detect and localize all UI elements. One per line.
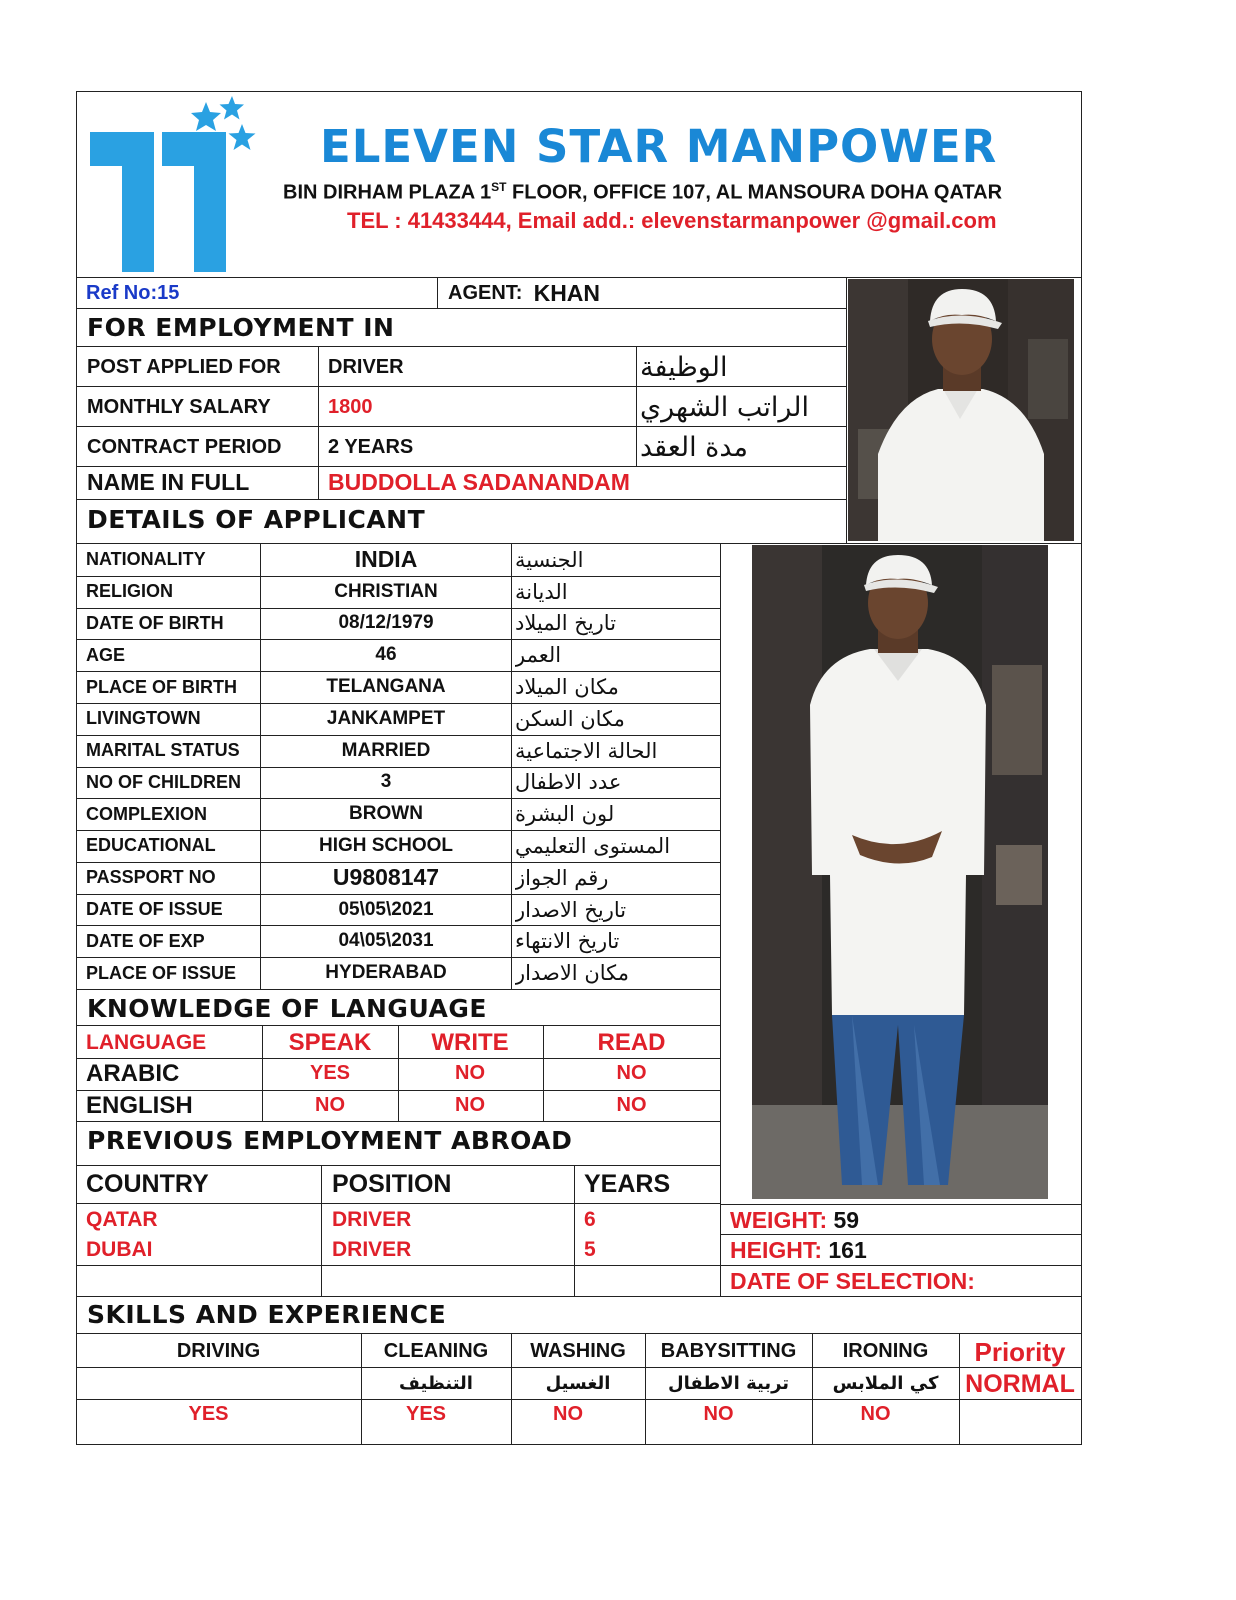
divider [361,1334,362,1445]
language-cell: NO [616,1062,647,1084]
divider [76,308,846,309]
divider [76,466,846,467]
divider [812,1334,813,1445]
detail-label: PASSPORT NO [86,867,216,888]
language-cell: ARABIC [86,1059,180,1087]
employment-row-value: 2 YEARS [328,435,414,458]
detail-arabic: تاريخ الميلاد [515,611,617,636]
divider [76,1333,1082,1334]
skill-arabic: التنظيف [399,1372,473,1394]
previous-cell: DRIVER [332,1207,412,1231]
language-header: WRITE [431,1028,509,1056]
company-contact: TEL : 41433444, Email add.: elevenstarmanpower @gmail.com [347,208,997,233]
divider [846,277,847,543]
divider [76,499,846,500]
skill-value: NO [553,1402,583,1425]
detail-arabic: لون البشرة [515,802,615,827]
company-address: BIN DIRHAM PLAZA 1ST FLOOR, OFFICE 107, AL MANSOURA DOHA QATAR [283,180,1003,204]
divider [398,1026,399,1122]
detail-arabic: عدد الاطفال [515,770,622,795]
detail-value: 04\05\2031 [338,930,434,952]
detail-value: 05\05\2021 [338,898,434,920]
detail-value: INDIA [354,546,418,573]
detail-arabic: رقم الجواز [515,865,609,890]
applicant-photo-portrait [848,279,1074,541]
previous-heading: PREVIOUS EMPLOYMENT ABROAD [87,1126,573,1155]
skill-value: YES [188,1402,229,1425]
priority-value: NORMAL [965,1369,1075,1398]
date-of-selection: DATE OF SELECTION: [730,1267,975,1294]
employment-row-arabic: الوظيفة [640,351,728,383]
divider [959,1334,960,1445]
divider [574,1166,575,1296]
detail-arabic: تاريخ الانتهاء [515,929,620,954]
employment-row-label: CONTRACT PERIOD [87,435,282,458]
agent: AGENT: KHAN [448,279,601,306]
divider [645,1334,646,1445]
name-value: BUDDOLLA SADANANDAM [328,468,630,495]
detail-value: CHRISTIAN [334,580,438,602]
detail-label: PLACE OF ISSUE [86,962,237,983]
employment-heading: FOR EMPLOYMENT IN [87,313,395,342]
language-header: SPEAK [288,1028,372,1056]
skill-value: YES [405,1402,447,1425]
skills-heading: SKILLS AND EXPERIENCE [87,1300,447,1329]
divider [720,1204,1082,1205]
detail-label: RELIGION [86,581,174,602]
skill-name: DRIVING [176,1339,261,1362]
skill-arabic: كي الملابس [832,1372,939,1394]
detail-value: HYDERABAD [325,962,447,984]
previous-header: COUNTRY [86,1169,209,1198]
detail-label: PLACE OF BIRTH [86,676,237,697]
detail-label: LIVINGTOWN [86,708,201,729]
weight: WEIGHT: 59 [730,1206,860,1233]
ref-number: Ref No:15 [86,281,180,304]
divider [720,1204,721,1296]
star-icon [191,102,221,131]
language-cell: NO [455,1062,485,1084]
skill-arabic [76,1368,361,1398]
detail-arabic: مكان الاصدار [515,961,629,986]
divider [76,989,721,990]
detail-value: 3 [380,771,392,793]
skill-value: NO [703,1402,734,1425]
detail-arabic: مكان السكن [515,706,625,731]
detail-arabic: العمر [515,643,562,668]
employment-row-arabic: مدة العقد [640,431,748,463]
language-header: READ [597,1028,666,1056]
language-header: LANGUAGE [86,1030,207,1054]
employment-row-value: DRIVER [328,355,404,378]
language-heading: KNOWLEDGE OF LANGUAGE [87,994,487,1023]
detail-value: BROWN [349,803,423,825]
previous-cell: QATAR [86,1207,158,1231]
divider [636,347,637,467]
previous-cell: 5 [584,1237,596,1261]
detail-label: DATE OF EXP [86,930,205,951]
employment-row-arabic: الراتب الشهري [640,391,810,423]
detail-arabic: الديانة [515,579,568,604]
divider [437,278,438,309]
detail-value: TELANGANA [326,676,446,698]
language-cell: ENGLISH [86,1091,193,1119]
name-label: NAME IN FULL [87,468,250,495]
skill-arabic: الغسيل [545,1372,611,1394]
priority-label: Priority [974,1336,1066,1367]
detail-value: MARRIED [341,739,431,761]
detail-value: U9808147 [332,864,440,891]
previous-cell: DUBAI [86,1237,153,1261]
divider [720,1265,1082,1266]
employment-row-label: POST APPLIED FOR [87,355,281,378]
detail-label: DATE OF BIRTH [86,612,224,633]
company-logo [84,96,264,274]
detail-arabic: المستوى التعليمي [515,833,671,858]
detail-label: MARITAL STATUS [86,740,240,761]
detail-value: HIGH SCHOOL [318,834,454,856]
skill-name: WASHING [530,1339,626,1362]
detail-value: 46 [375,644,397,666]
divider [318,466,319,500]
skill-name: CLEANING [383,1339,489,1362]
divider [76,1296,1082,1297]
detail-arabic: الحالة الاجتماعية [515,738,658,763]
divider [76,1399,1082,1400]
skill-value: NO [860,1402,891,1425]
divider [321,1166,322,1296]
height: HEIGHT: 161 [730,1236,867,1263]
star-icon [229,124,256,150]
star-icon [220,96,245,120]
previous-header: YEARS [584,1169,671,1198]
divider [511,1334,512,1445]
language-cell: NO [616,1094,647,1116]
detail-value: 08/12/1979 [338,612,434,634]
previous-cell: DRIVER [332,1237,412,1261]
applicant-photo-full [752,545,1048,1199]
divider [543,1026,544,1122]
details-heading: DETAILS OF APPLICANT [87,505,426,534]
employment-row-label: MONTHLY SALARY [87,395,271,418]
detail-label: AGE [86,644,126,665]
previous-header: POSITION [332,1169,452,1198]
skill-name: IRONING [842,1339,929,1362]
divider [76,1367,1082,1368]
detail-value: JANKAMPET [326,707,446,729]
language-cell: NO [455,1094,485,1116]
divider [76,1203,721,1204]
detail-arabic: تاريخ الاصدار [515,897,627,922]
detail-label: NATIONALITY [86,549,206,570]
previous-cell: 6 [584,1207,596,1231]
skill-arabic: تربية الاطفال [667,1372,790,1394]
divider [720,543,721,1206]
divider [262,1026,263,1122]
detail-arabic: مكان الميلاد [515,675,619,700]
detail-label: NO OF CHILDREN [86,771,241,792]
divider [720,1234,1082,1235]
divider [76,1265,721,1266]
detail-label: COMPLEXION [86,803,208,824]
detail-label: EDUCATIONAL [86,835,216,856]
skill-name: BABYSITTING [660,1339,797,1362]
language-cell: NO [315,1094,345,1116]
detail-label: DATE OF ISSUE [86,899,223,920]
language-cell: YES [309,1062,351,1084]
detail-arabic: الجنسية [515,547,584,572]
divider [318,347,319,467]
company-name: ELEVEN STAR MANPOWER [320,120,998,173]
employment-row-value: 1800 [328,395,373,418]
